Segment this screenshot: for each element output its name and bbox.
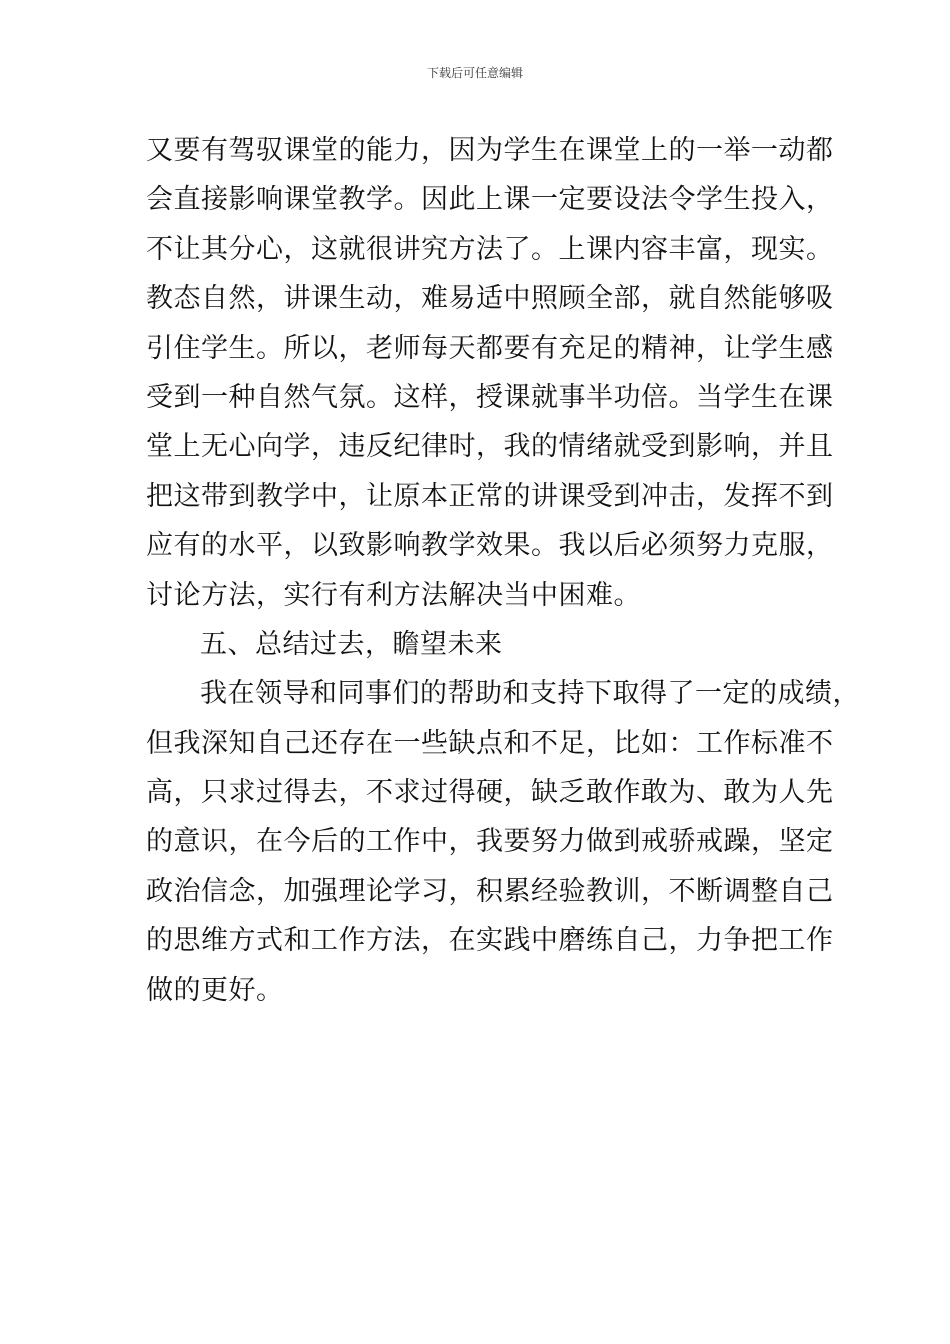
document-body — [146, 126, 860, 1015]
text-line: 的思维方式和工作方法，在实践中磨练自己，力争把工作 — [146, 925, 834, 957]
text-line: 堂上无心向学，违反纪律时，我的情绪就受到影响，并且 — [146, 431, 834, 463]
text-line: 会直接影响课堂教学。因此上课一定要设法令学生投入， — [146, 184, 834, 216]
text-line: 高，只求过得去，不求过得硬，缺乏敢作敢为、敢为人先 — [146, 777, 834, 809]
text-line: 讨论方法，实行有利方法解决当中困难。 — [146, 579, 641, 611]
text-line: 受到一种自然气氛。这样，授课就事半功倍。当学生在课 — [146, 381, 834, 413]
text-line: 但我深知自己还存在一些缺点和不足，比如：工作标准不 — [146, 727, 834, 759]
text-line: 教态自然，讲课生动，难易适中照顾全部，就自然能够吸 — [146, 283, 834, 315]
text-line: 的意识，在今后的工作中，我要努力做到戒骄戒躁，坚定 — [146, 826, 834, 858]
text-line: 政治信念，加强理论学习，积累经验教训，不断调整自己 — [146, 875, 834, 907]
text-line: 不让其分心，这就很讲究方法了。上课内容丰富，现实。 — [146, 233, 834, 265]
page-header: 下载后可任意编辑 — [426, 66, 523, 80]
text-line: 又要有驾驭课堂的能力，因为学生在课堂上的一举一动都 — [146, 135, 834, 166]
text-line: 应有的水平，以致影响教学效果。我以后必须努力克服， — [146, 530, 834, 562]
text-line: 把这带到教学中，让原本正常的讲课受到冲击，发挥不到 — [146, 480, 834, 512]
section-heading: 五、总结过去，瞻望未来 — [200, 628, 503, 660]
text-line: 引住学生。所以，老师每天都要有充足的精神，让学生感 — [146, 332, 834, 364]
text-line: 我在领导和同事们的帮助和支持下取得了一定的成绩， — [200, 678, 860, 710]
text-line: 做的更好。 — [146, 974, 284, 1006]
